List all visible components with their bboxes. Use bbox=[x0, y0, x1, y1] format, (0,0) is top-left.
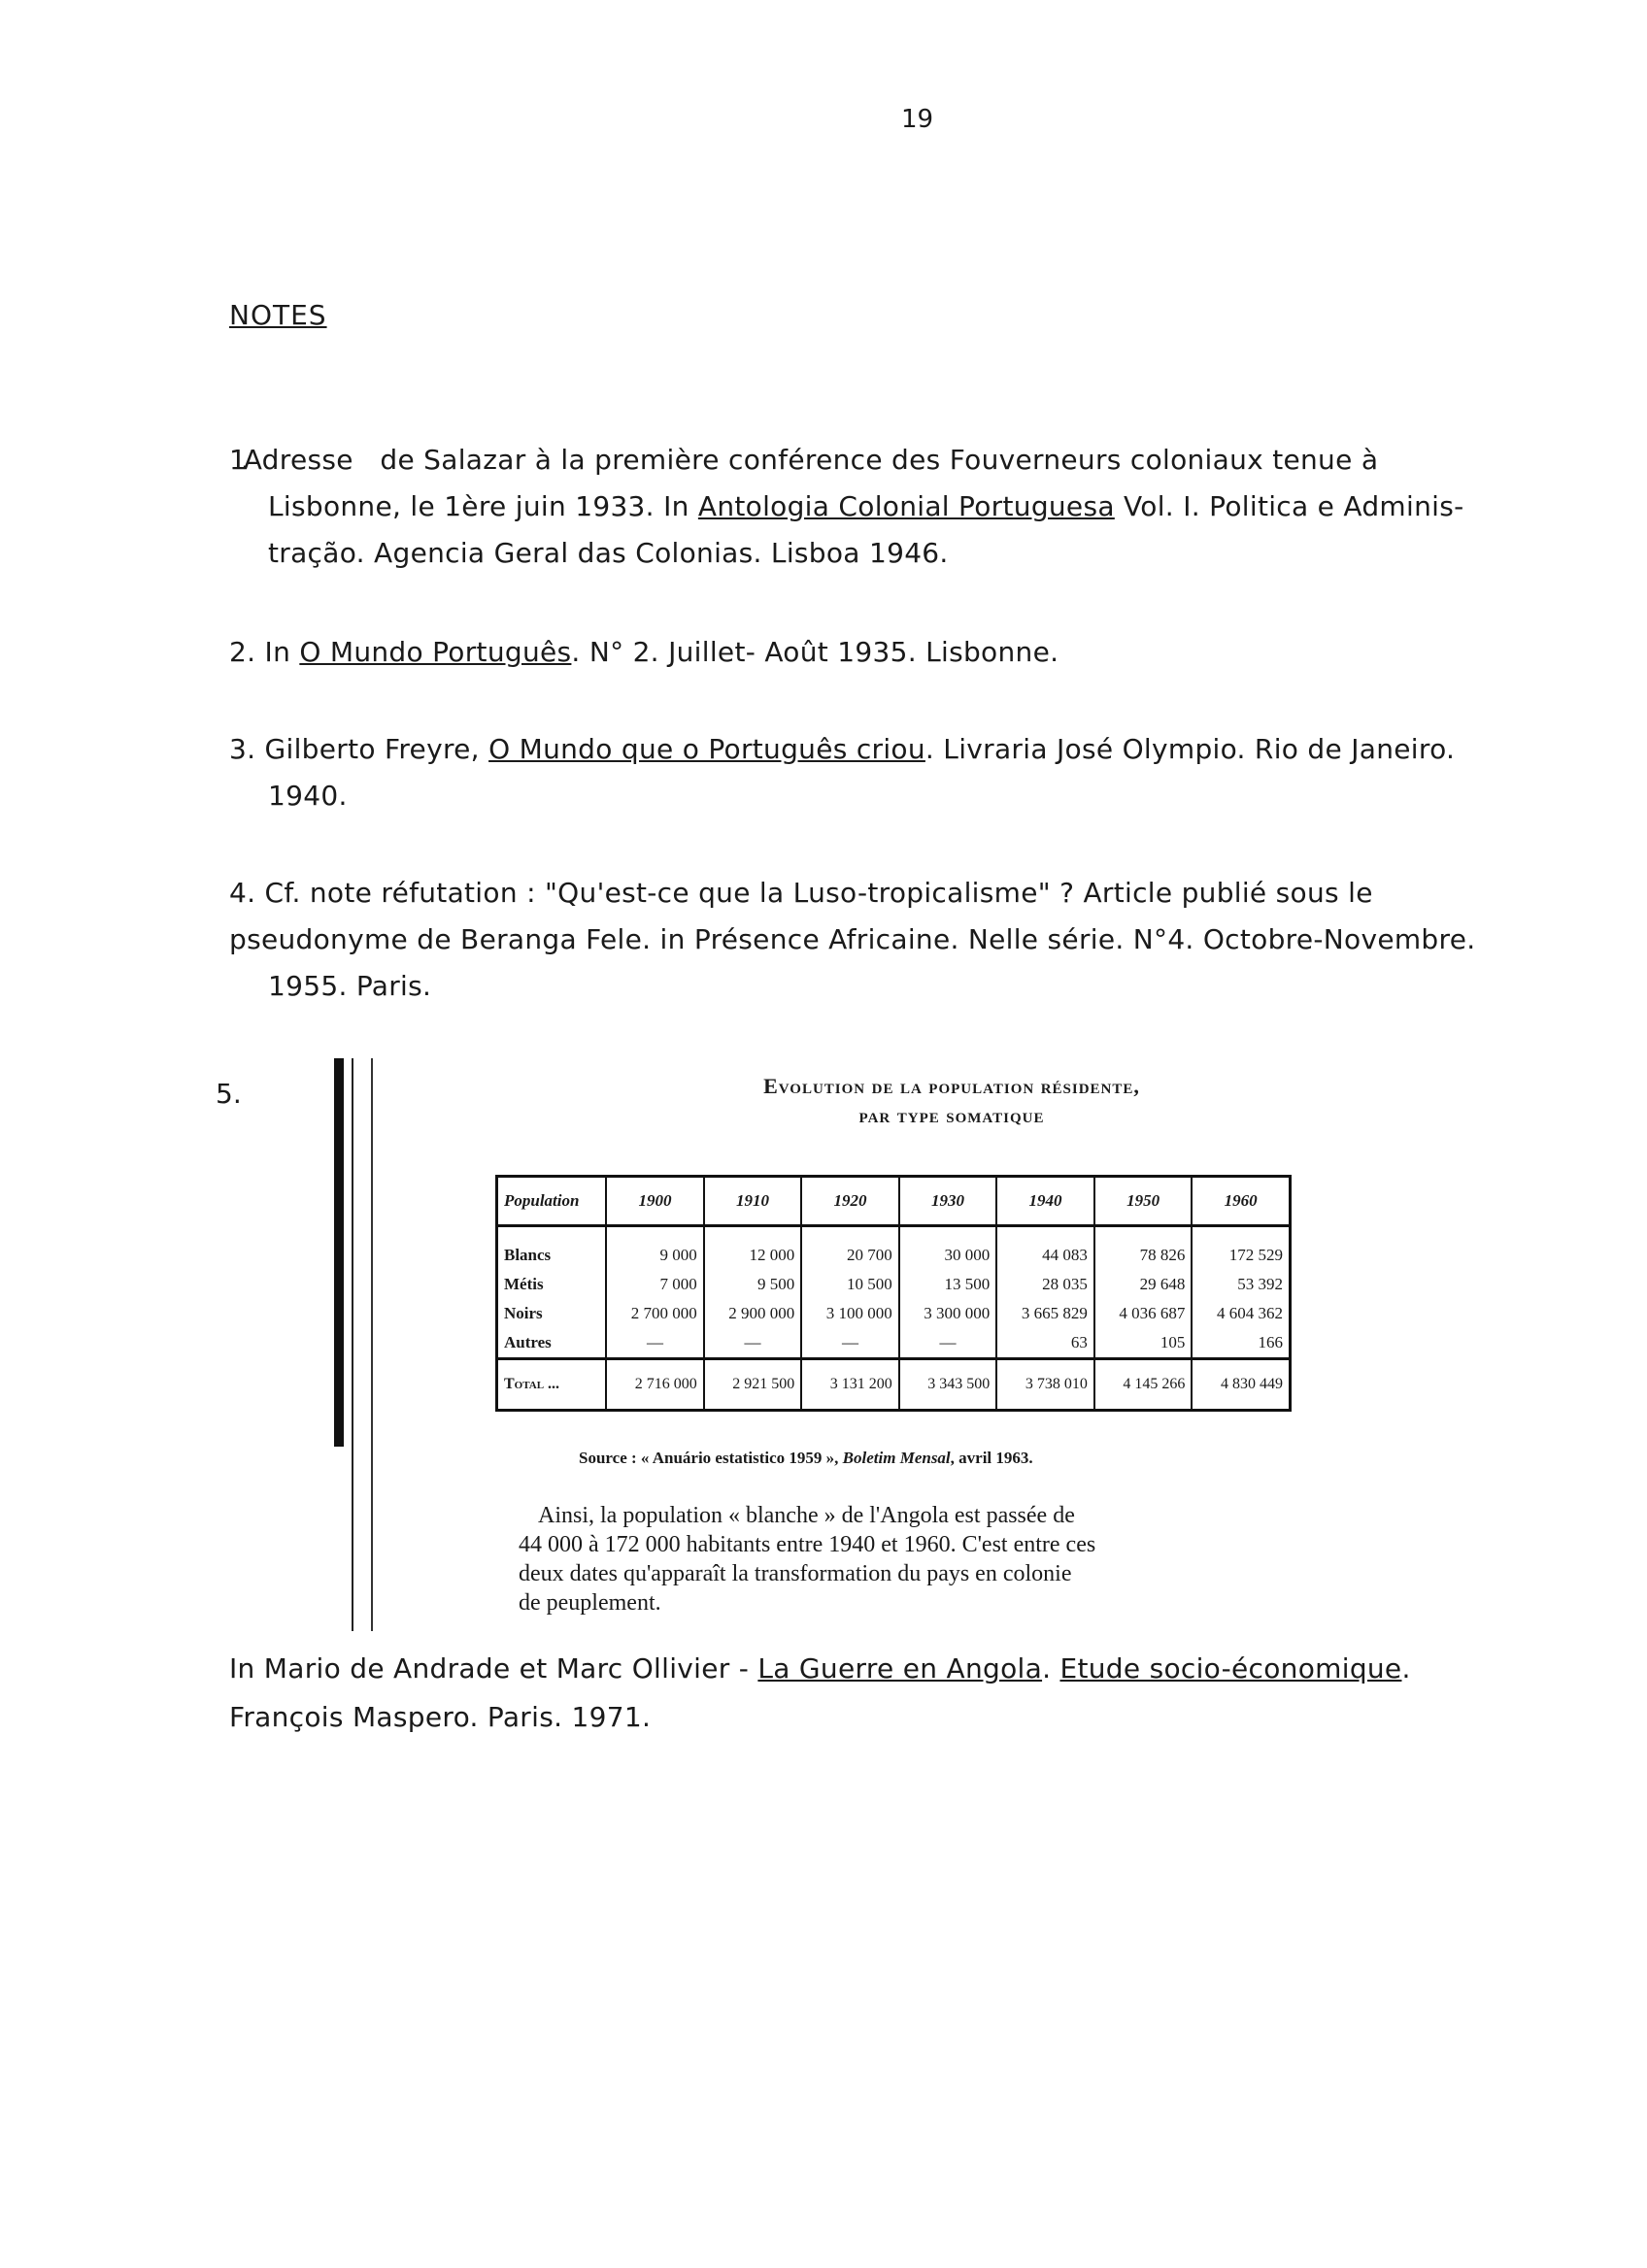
table-header: 1930 bbox=[899, 1177, 997, 1226]
table-cell: — bbox=[606, 1328, 704, 1359]
table-spacer bbox=[497, 1226, 1291, 1242]
table-cell: 4 145 266 bbox=[1094, 1359, 1193, 1411]
table-cell: 2 900 000 bbox=[704, 1299, 802, 1328]
note-2-line-1 bbox=[229, 629, 1550, 676]
citation-text-a: In Mario de Andrade et Marc Ollivier - bbox=[229, 1652, 758, 1684]
source-text-a: Source : « Anuário estatistico 1959 », bbox=[579, 1449, 843, 1467]
note-2-title: O Mundo Português bbox=[299, 636, 572, 668]
figure-paragraph bbox=[519, 1501, 1295, 1618]
table-row bbox=[497, 1241, 1291, 1270]
table-row bbox=[497, 1299, 1291, 1328]
citation-text-c: . bbox=[1401, 1652, 1411, 1684]
note-4-line-1: 4. Cf. note réfutation : "Qu'est-ce que la Luso-tropicalisme" ? Article publié sous le bbox=[229, 877, 1373, 909]
note-1-line-2 bbox=[229, 484, 1550, 530]
table-cell: 3 343 500 bbox=[899, 1359, 997, 1411]
table-header: Population bbox=[497, 1177, 607, 1226]
table-cell: 7 000 bbox=[606, 1270, 704, 1299]
note-1-text-1: Adresse de Salazar à la première conférence des Fouverneurs coloniaux tenue à bbox=[243, 444, 1379, 476]
table-cell: 10 500 bbox=[801, 1270, 899, 1299]
table-cell: 105 bbox=[1094, 1328, 1193, 1359]
citation-text-b: . bbox=[1042, 1652, 1060, 1684]
paragraph-line: de peuplement. bbox=[519, 1590, 661, 1616]
table-header: 1960 bbox=[1192, 1177, 1290, 1226]
table-cell: 78 826 bbox=[1094, 1241, 1193, 1270]
figure-citation bbox=[229, 1645, 1589, 1742]
figure-title-line-1: Evolution de la population résidente, bbox=[763, 1074, 1140, 1098]
table-row bbox=[497, 1328, 1291, 1359]
table-cell: 30 000 bbox=[899, 1241, 997, 1270]
row-label: Autres bbox=[497, 1328, 607, 1359]
table-total-row bbox=[497, 1359, 1291, 1411]
table-cell: 4 604 362 bbox=[1192, 1299, 1290, 1328]
note-1-text-2b: Vol. I. Politica e Adminis- bbox=[1114, 490, 1464, 522]
note-3 bbox=[229, 726, 1550, 819]
figure-number: 5. bbox=[216, 1078, 242, 1110]
total-label: Total ... bbox=[497, 1359, 607, 1411]
table-cell: 53 392 bbox=[1192, 1270, 1290, 1299]
note-2 bbox=[229, 629, 1550, 676]
row-label: Métis bbox=[497, 1270, 607, 1299]
paragraph-line: Ainsi, la population « blanche » de l'Angola est passée de bbox=[538, 1503, 1075, 1528]
note-3-text-b: . Livraria José Olympio. Rio de Janeiro. bbox=[924, 733, 1456, 765]
scan-bar-thick bbox=[334, 1058, 344, 1447]
note-1-text-2a: Lisbonne, le 1ère juin 1933. In bbox=[268, 490, 698, 522]
citation-subtitle: Etude socio-économique bbox=[1059, 1652, 1402, 1684]
citation-line-1 bbox=[229, 1645, 1589, 1693]
note-4-line-2: pseudonyme de Beranga Fele. in Présence Africaine. Nelle série. N°4. Octobre-Novembre. bbox=[229, 923, 1476, 955]
table-header: 1900 bbox=[606, 1177, 704, 1226]
table-cell: — bbox=[704, 1328, 802, 1359]
table-cell: 3 665 829 bbox=[996, 1299, 1094, 1328]
source-text-b: , avril 1963. bbox=[950, 1449, 1033, 1467]
note-3-text-a: 3. Gilberto Freyre, bbox=[229, 733, 489, 765]
table-cell: 166 bbox=[1192, 1328, 1290, 1359]
table-header: 1910 bbox=[704, 1177, 802, 1226]
population-table bbox=[495, 1175, 1292, 1412]
table-header: 1950 bbox=[1094, 1177, 1193, 1226]
table-cell: 4 036 687 bbox=[1094, 1299, 1193, 1328]
note-3-title: O Mundo que o Português criou bbox=[488, 733, 925, 765]
row-label: Noirs bbox=[497, 1299, 607, 1328]
table-source bbox=[579, 1449, 1033, 1468]
note-1-book-title: Antologia Colonial Portuguesa bbox=[697, 490, 1115, 522]
table-cell: 63 bbox=[996, 1328, 1094, 1359]
page-number: 19 bbox=[901, 105, 934, 134]
note-3-line-1 bbox=[229, 726, 1550, 773]
note-4-line-3: 1955. Paris. bbox=[268, 970, 432, 1002]
notes-title: NOTES bbox=[229, 299, 327, 331]
table-cell: 172 529 bbox=[1192, 1241, 1290, 1270]
note-3-line-2: 1940. bbox=[268, 780, 348, 812]
paragraph-line: 44 000 à 172 000 habitants entre 1940 et 1960. C'est entre ces bbox=[519, 1532, 1096, 1557]
note-1-number: 1. bbox=[229, 444, 244, 476]
table-cell: 44 083 bbox=[996, 1241, 1094, 1270]
source-title: Boletim Mensal bbox=[842, 1449, 951, 1467]
table-header: 1920 bbox=[801, 1177, 899, 1226]
table-cell: — bbox=[801, 1328, 899, 1359]
table-header-row bbox=[497, 1177, 1291, 1226]
note-1-line-3: tração. Agencia Geral das Colonias. Lisboa 1946. bbox=[268, 537, 949, 569]
table-cell: 13 500 bbox=[899, 1270, 997, 1299]
table-cell: 12 000 bbox=[704, 1241, 802, 1270]
table-cell: 3 131 200 bbox=[801, 1359, 899, 1411]
table-cell: 29 648 bbox=[1094, 1270, 1193, 1299]
table-row bbox=[497, 1270, 1291, 1299]
figure-title-line-2: par type somatique bbox=[858, 1103, 1045, 1127]
paragraph-line: deux dates qu'apparaît la transformation du pays en colonie bbox=[519, 1561, 1072, 1586]
note-2-text-a: 2. In bbox=[229, 636, 300, 668]
table-cell: 9 000 bbox=[606, 1241, 704, 1270]
table-cell: 2 716 000 bbox=[606, 1359, 704, 1411]
table-cell: 3 738 010 bbox=[996, 1359, 1094, 1411]
note-1 bbox=[229, 437, 1550, 577]
table-cell: 9 500 bbox=[704, 1270, 802, 1299]
citation-book-title: La Guerre en Angola bbox=[757, 1652, 1043, 1684]
table-cell: 2 700 000 bbox=[606, 1299, 704, 1328]
table-cell: 20 700 bbox=[801, 1241, 899, 1270]
table-cell: 2 921 500 bbox=[704, 1359, 802, 1411]
table-cell: — bbox=[899, 1328, 997, 1359]
scan-bar-thin bbox=[371, 1058, 373, 1631]
row-label: Blancs bbox=[497, 1241, 607, 1270]
table-cell: 28 035 bbox=[996, 1270, 1094, 1299]
note-1-line-1 bbox=[229, 437, 1550, 484]
note-2-text-b: . N° 2. Juillet- Août 1935. Lisbonne. bbox=[571, 636, 1059, 668]
citation-line-2: François Maspero. Paris. 1971. bbox=[229, 1701, 652, 1733]
scan-bar-thin bbox=[352, 1058, 353, 1631]
table-header: 1940 bbox=[996, 1177, 1094, 1226]
table-cell: 4 830 449 bbox=[1192, 1359, 1290, 1411]
table-cell: 3 100 000 bbox=[801, 1299, 899, 1328]
table-cell: 3 300 000 bbox=[899, 1299, 997, 1328]
scan-margin-bars bbox=[326, 1058, 385, 1631]
note-4 bbox=[229, 870, 1550, 1010]
